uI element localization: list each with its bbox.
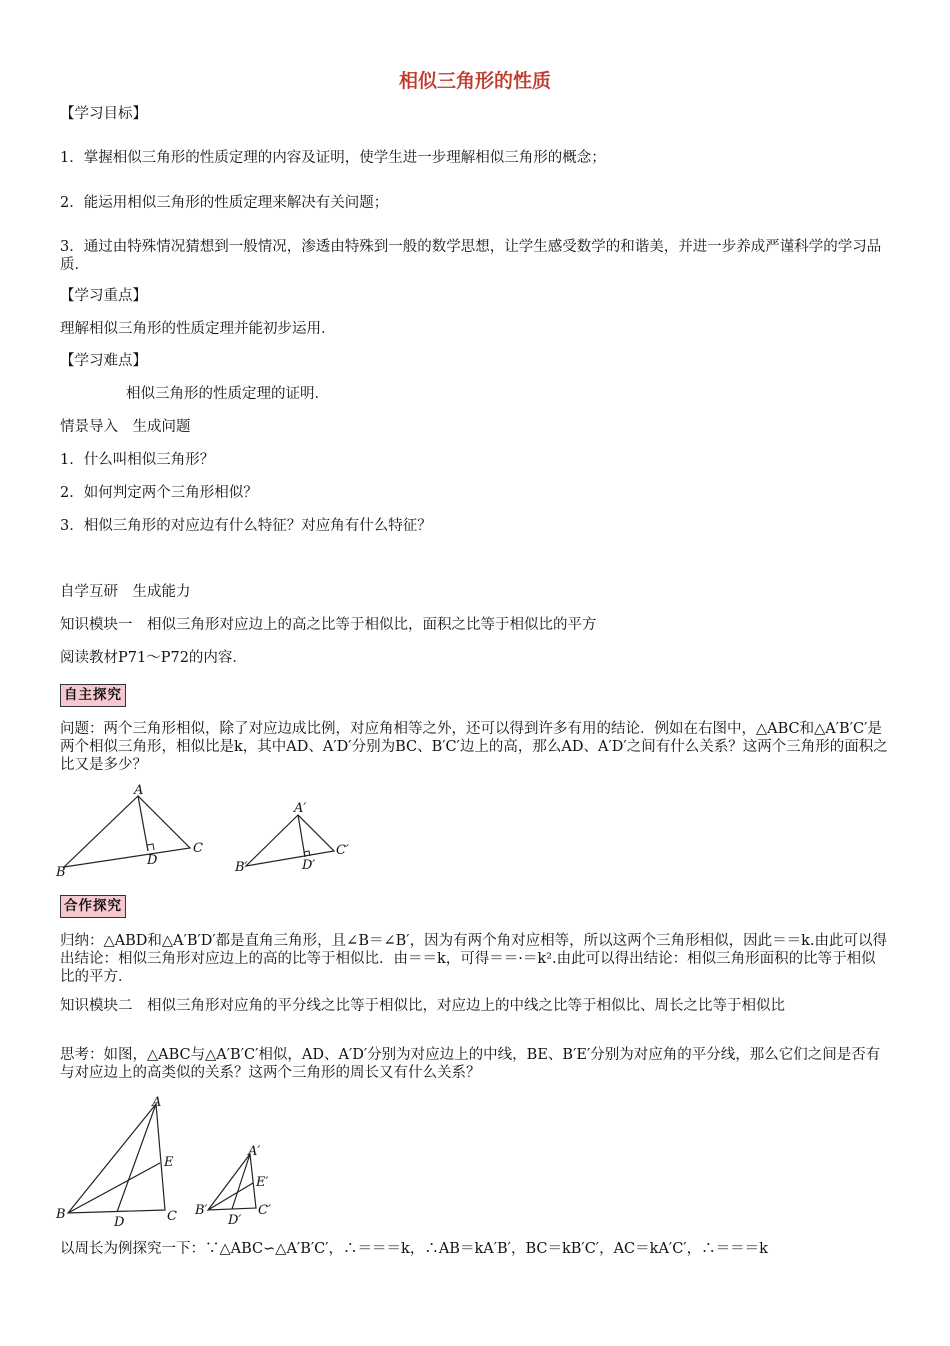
label-d: D: [147, 853, 158, 868]
summary-text: 归纳：△ABD和△A′B′D′都是直角三角形，且∠B＝∠B′，因为有两个角对应相等，所以这两个三角形相似，因此＝＝k.由此可以得出结论：相似三角形对应边上的高的比等于相似比．由＝＝k，可得＝＝·＝k².由此可以得出结论：相似三角形面积的比等于相似比的平方．: [60, 933, 887, 985]
self-study-heading: 自学互研 生成能力: [60, 584, 191, 600]
label-d-prime: D′: [302, 858, 316, 873]
perimeter-text: 以周长为例探究一下：∵△ABC∽△A′B′C′，∴＝＝＝k，∴AB＝kA′B′，BC＝kB′C′，AC＝kA′C′，∴＝＝＝k: [60, 1241, 768, 1257]
objective-1: 1．掌握相似三角形的性质定理的内容及证明，使学生进一步理解相似三角形的概念；: [60, 150, 606, 166]
triangle-abc-small: [208, 1154, 256, 1210]
question-text: 问题：两个三角形相似，除了对应边成比例，对应角相等之外，还可以得到许多有用的结论．例如在右图中，△ABC和△A′B′C′是两个相似三角形，相似比是k，其中AD、A′D′分别为BC、B′C′边上的高，那么AD、A′D′之间有什么关系？这两个三角形的面积之比又是多少？: [60, 721, 888, 773]
think-text: 思考：如图，△ABC与△A′B′C′相似，AD、A′D′分别为对应边上的中线，BE、B′E′分别为对应角的平分线，那么它们之间是否有与对应边上的高类似的关系？这两个三角形的周长又有什么关系？: [60, 1047, 881, 1081]
objective-3: 3．通过由特殊情况猜想到一般情况，渗透由特殊到一般的数学思想，让学生感受数学的和谐美，并进一步养成严谨科学的学习品质．: [60, 239, 882, 273]
right-angle-mark: [147, 844, 154, 851]
label-a: A: [134, 783, 144, 798]
label-a-large: A: [152, 1095, 162, 1110]
label-c-prime: C′: [336, 843, 349, 858]
page-title: 相似三角形的性质: [398, 70, 551, 92]
label-b-small: B′: [195, 1203, 208, 1218]
label-a-prime: A′: [294, 801, 307, 816]
label-e-large: E: [164, 1155, 174, 1170]
difficulty-heading: 【学习难点】: [60, 353, 147, 369]
key-heading: 【学习重点】: [60, 288, 147, 304]
objectives-heading: 【学习目标】: [60, 106, 147, 122]
intro-question-2: 2．如何判定两个三角形相似？: [60, 485, 258, 501]
explore-badge: 自主探究: [60, 684, 126, 707]
label-b: B: [56, 865, 66, 880]
label-c-small: C′: [258, 1203, 271, 1218]
difficulty-text: 相似三角形的性质定理的证明．: [126, 386, 329, 402]
cooperate-badge: 合作探究: [60, 895, 126, 918]
median-ad: [117, 1104, 156, 1212]
intro-question-3: 3．相似三角形的对应边有什么特征？对应角有什么特征？: [60, 518, 432, 534]
triangle-abc-prime: [246, 815, 334, 866]
label-c-large: C: [167, 1209, 177, 1224]
label-e-small: E′: [256, 1175, 269, 1190]
triangle-abc: [64, 796, 190, 867]
reading-text: 阅读教材P71～P72的内容．: [60, 650, 247, 666]
intro-question-1: 1．什么叫相似三角形？: [60, 452, 215, 468]
intro-heading: 情景导入 生成问题: [60, 419, 191, 435]
objective-2: 2．能运用相似三角形的性质定理来解决有关问题；: [60, 195, 389, 211]
label-a-small: A′: [248, 1144, 261, 1159]
label-b-prime: B′: [235, 860, 248, 875]
label-b-large: B: [56, 1207, 66, 1222]
module2-heading: 知识模块二 相似三角形对应角的平分线之比等于相似比，对应边上的中线之比等于相似比、周长之比等于相似比: [60, 998, 785, 1014]
key-text: 理解相似三角形的性质定理并能初步运用．: [60, 321, 336, 337]
label-d-small: D′: [228, 1213, 242, 1228]
label-d-large: D: [114, 1215, 125, 1230]
median-ad-prime: [232, 1154, 250, 1209]
module1-heading: 知识模块一 相似三角形对应边上的高之比等于相似比，面积之比等于相似比的平方: [60, 617, 597, 633]
label-c: C: [193, 841, 203, 856]
bisector-be-prime: [208, 1183, 253, 1210]
bisector-be: [68, 1163, 160, 1213]
